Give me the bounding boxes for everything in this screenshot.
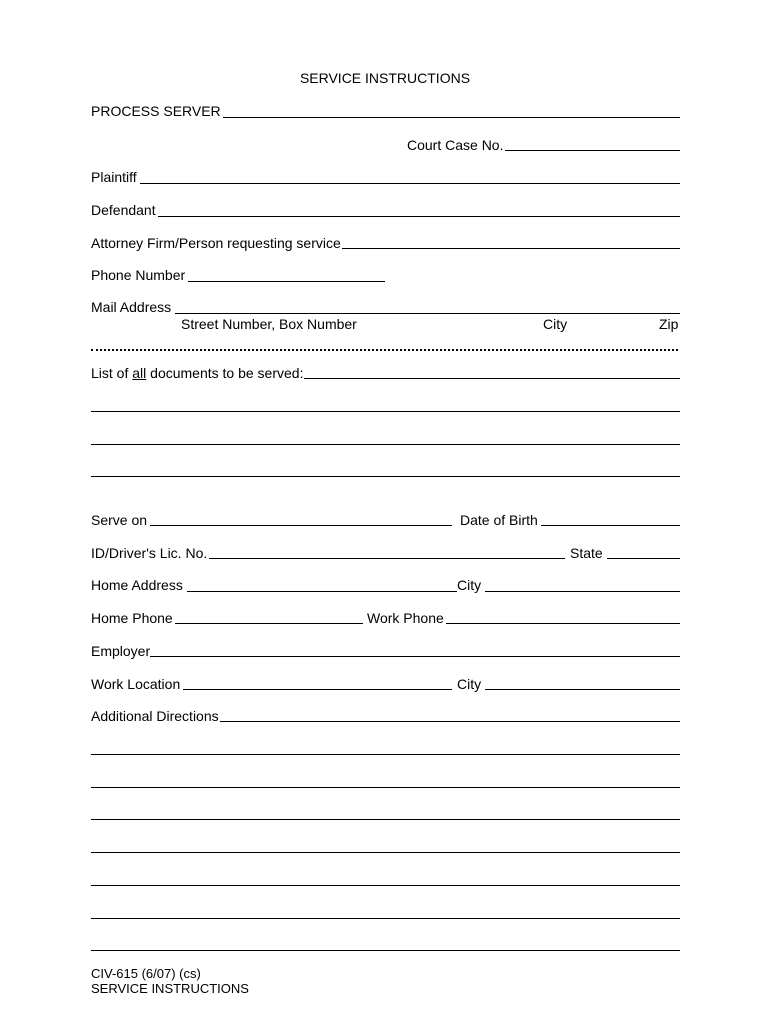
additional-directions-field-3[interactable] — [91, 787, 680, 788]
work-location-field[interactable] — [183, 689, 452, 690]
additional-directions-field-1[interactable] — [220, 721, 680, 722]
documents-field-3[interactable] — [91, 444, 680, 445]
work-city-label: City — [457, 676, 482, 692]
defendant-label: Defendant — [91, 202, 156, 218]
zip-caption: Zip — [659, 316, 679, 332]
plaintiff-field[interactable] — [140, 183, 680, 184]
documents-label-post: documents to be served: — [146, 365, 304, 381]
court-case-no-field[interactable] — [505, 150, 680, 151]
state-label: State — [570, 545, 603, 561]
additional-directions-field-4[interactable] — [91, 819, 680, 820]
documents-label-pre: List of — [91, 365, 133, 381]
footer-form-title: SERVICE INSTRUCTIONS — [91, 981, 249, 996]
additional-directions-label: Additional Directions — [91, 708, 219, 724]
home-city-field[interactable] — [485, 591, 680, 592]
state-field[interactable] — [607, 558, 680, 559]
home-address-label: Home Address — [91, 577, 183, 593]
plaintiff-label: Plaintiff — [91, 169, 137, 185]
home-city-label: City — [457, 577, 482, 593]
documents-field-1[interactable] — [304, 378, 680, 379]
defendant-field[interactable] — [158, 216, 680, 217]
mail-address-field[interactable] — [175, 313, 680, 314]
date-of-birth-label: Date of Birth — [460, 512, 538, 528]
home-address-field[interactable] — [187, 591, 457, 592]
process-server-label: PROCESS SERVER — [91, 103, 221, 119]
additional-directions-field-8[interactable] — [91, 950, 680, 951]
work-phone-label: Work Phone — [367, 610, 444, 626]
form-title: SERVICE INSTRUCTIONS — [299, 70, 471, 86]
phone-number-field[interactable] — [188, 281, 385, 282]
id-drivers-lic-label: ID/Driver's Lic. No. — [91, 545, 208, 561]
mail-address-label: Mail Address — [91, 299, 172, 315]
city-caption: City — [543, 316, 568, 332]
process-server-field[interactable] — [223, 117, 680, 118]
work-city-field[interactable] — [485, 689, 680, 690]
documents-field-2[interactable] — [91, 411, 680, 412]
footer-form-code: CIV-615 (6/07) (cs) — [91, 966, 201, 981]
documents-field-4[interactable] — [91, 476, 680, 477]
work-phone-field[interactable] — [446, 623, 680, 624]
documents-label-all: all — [132, 365, 147, 381]
home-phone-field[interactable] — [175, 623, 363, 624]
home-phone-label: Home Phone — [91, 610, 173, 626]
additional-directions-field-7[interactable] — [91, 918, 680, 919]
id-drivers-lic-field[interactable] — [209, 558, 565, 559]
phone-number-label: Phone Number — [91, 267, 186, 283]
serve-on-label: Serve on — [91, 512, 148, 528]
work-location-label: Work Location — [91, 676, 181, 692]
employer-field[interactable] — [150, 656, 680, 657]
attorney-label: Attorney Firm/Person requesting service — [91, 235, 341, 251]
employer-label: Employer — [91, 643, 151, 659]
court-case-no-label: Court Case No. — [407, 137, 504, 153]
documents-label — [91, 365, 303, 381]
street-caption: Street Number, Box Number — [181, 316, 357, 332]
dotted-separator — [91, 349, 678, 351]
additional-directions-field-5[interactable] — [91, 852, 680, 853]
additional-directions-field-6[interactable] — [91, 885, 680, 886]
additional-directions-field-2[interactable] — [91, 754, 680, 755]
serve-on-field[interactable] — [150, 525, 452, 526]
attorney-field[interactable] — [342, 248, 680, 249]
date-of-birth-field[interactable] — [541, 525, 680, 526]
